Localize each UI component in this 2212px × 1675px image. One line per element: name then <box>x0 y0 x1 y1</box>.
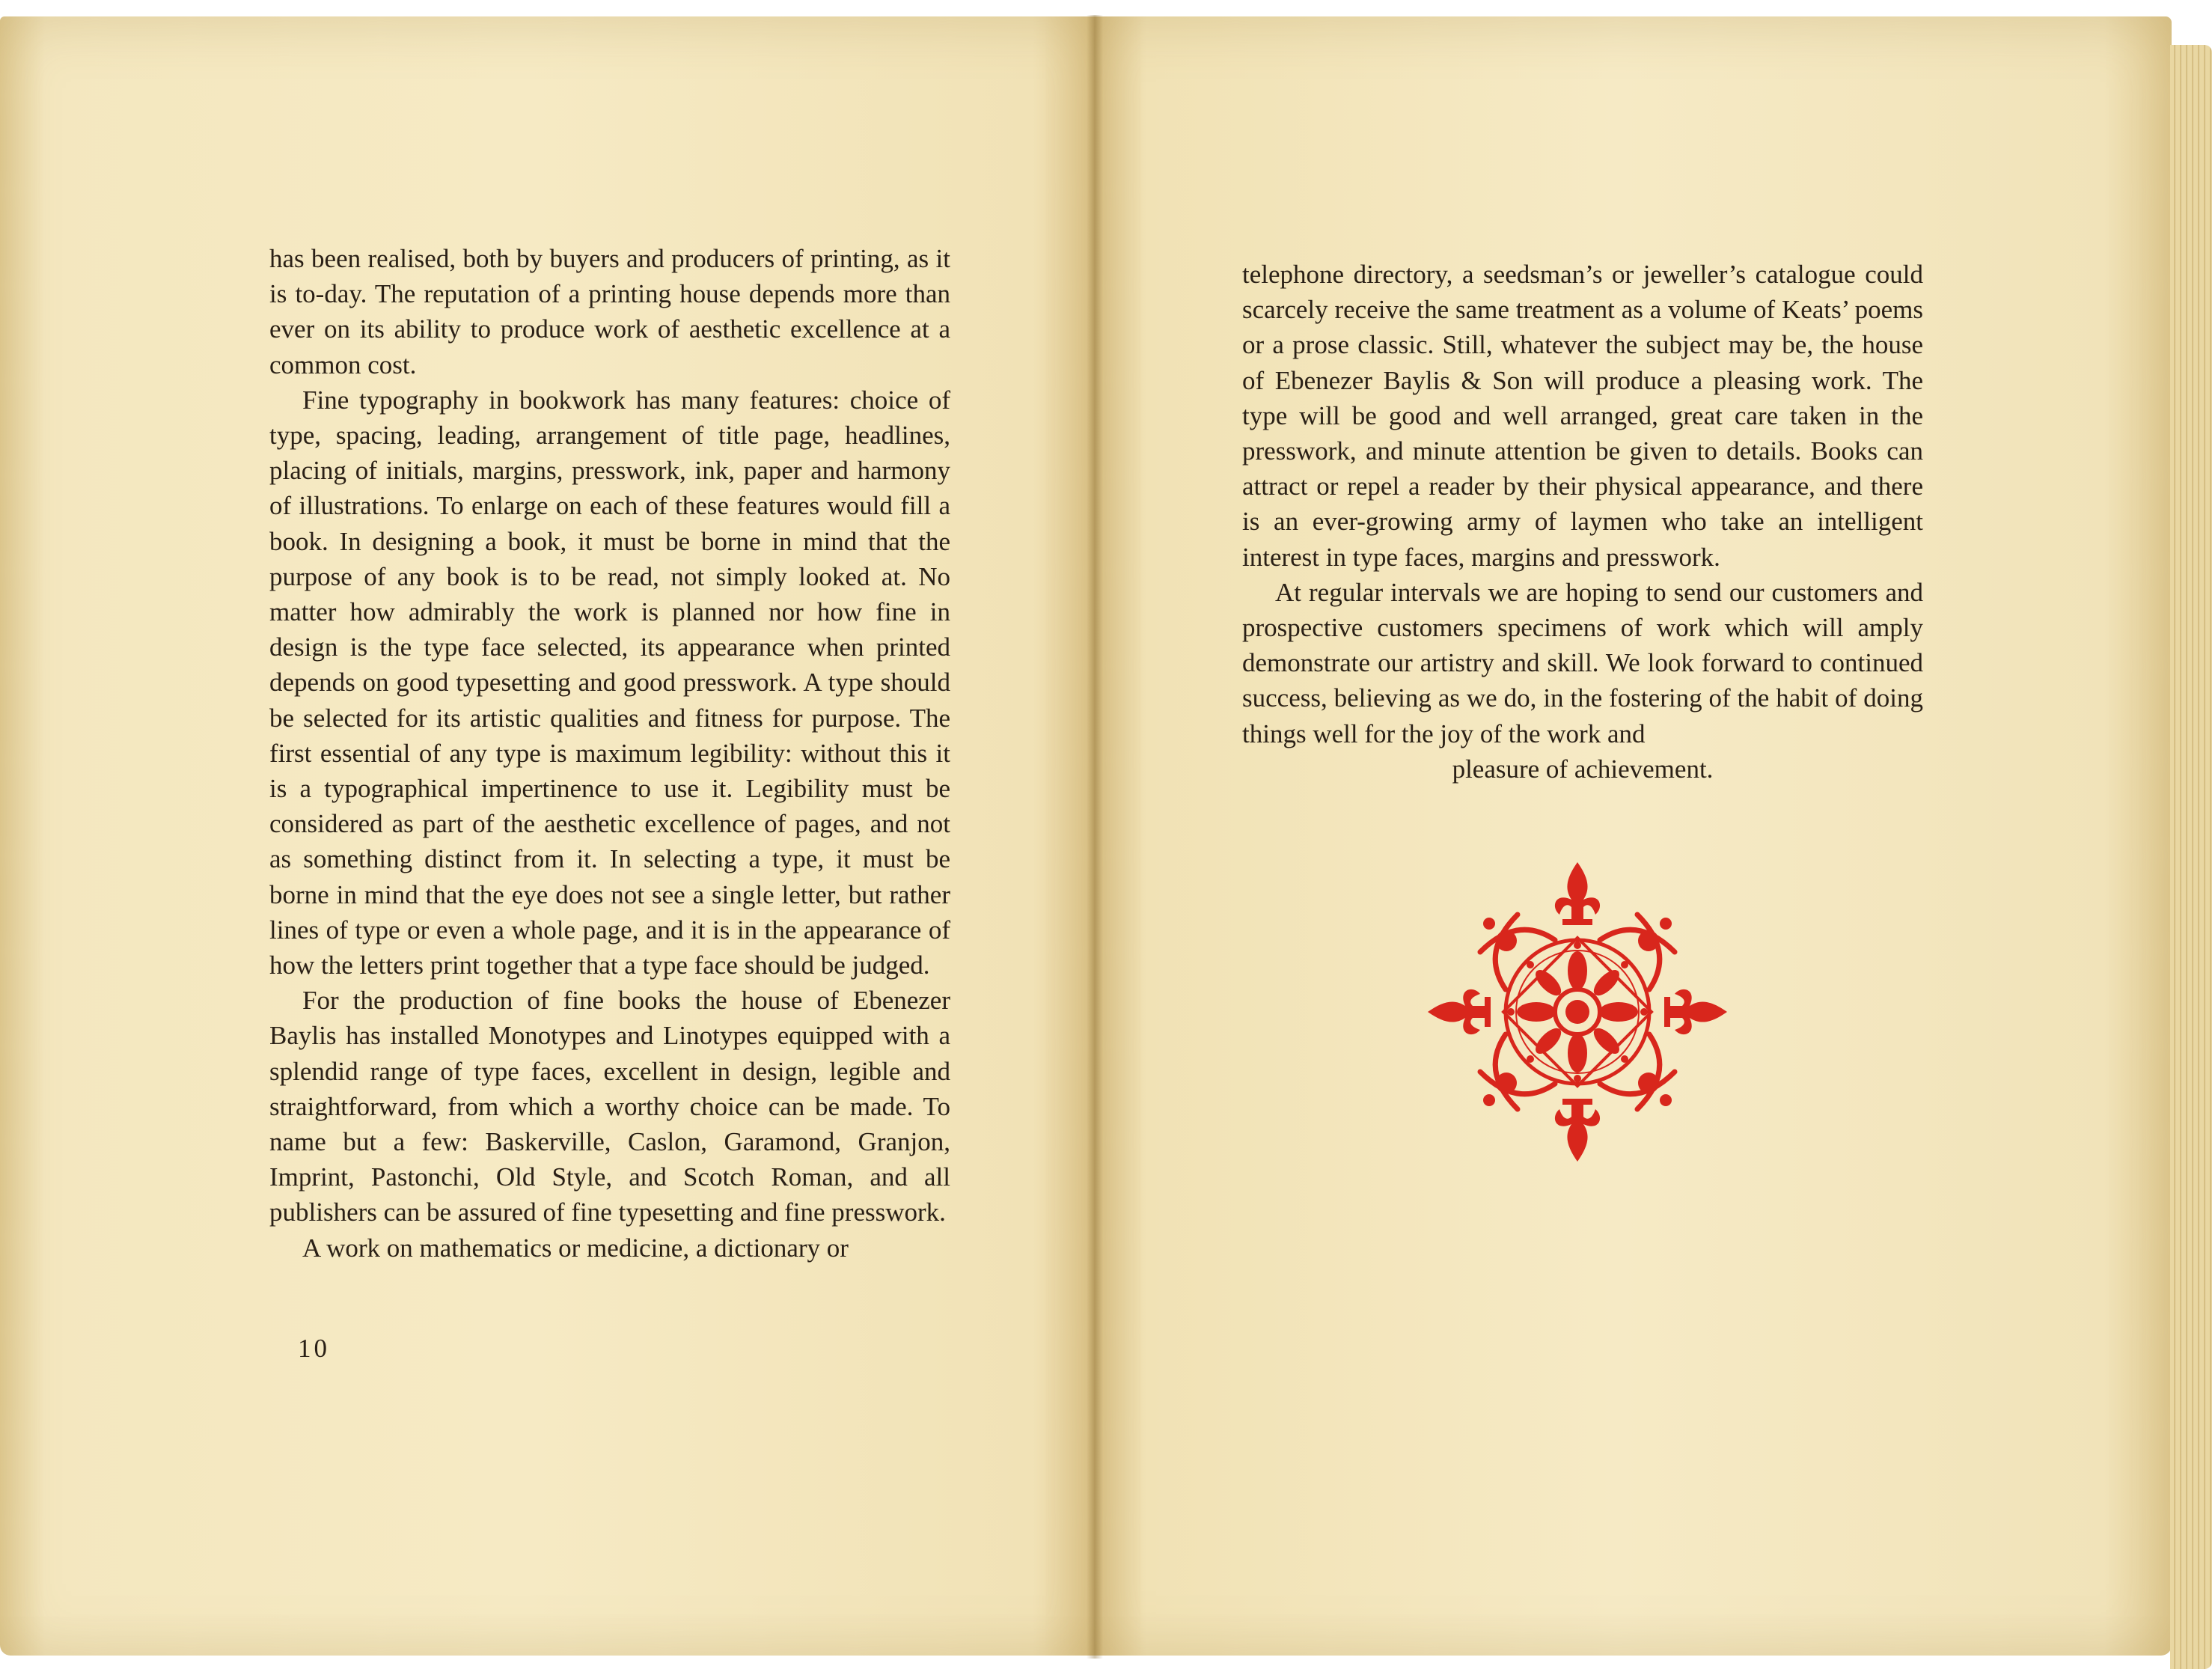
right-page-text <box>1242 257 1923 787</box>
left-paragraph-3: For the production of fine books the house of Ebenezer Baylis has installed Monotypes and Linotypes equipped with a splendid range of type faces, excellent in design, legible and straightforward, from which a worthy choice can be made. To name but a few: Baskerville, Caslon, Garamond, Granjon, Imprint, Pastonchi, Old Style, and Scotch Roman, and all publishers can be assured of fine typesetting and fine presswork. <box>269 986 950 1227</box>
left-page-text <box>269 241 950 1266</box>
left-paragraph-4: A work on mathematics or medicine, a dictionary or <box>302 1233 849 1263</box>
red-floral-ornament-icon <box>1420 855 1735 1169</box>
left-paragraph-1: has been realised, both by buyers and producers of printing, as it is to-day. The reputation of a printing house depends more than ever on its ability to produce work of aesthetic excellence at a common cost. <box>269 244 950 379</box>
right-paragraph-1: telephone directory, a seedsman’s or jeweller’s catalogue could scarcely receive the same treatment as a volume of Keats’ poems or a prose classic. Still, whatever the subject may be, the house of Ebenezer Baylis & Son will produce a pleasing work. The type will be good and well arranged, great care taken in the presswork, and minute attention be given to details. Books can attract or repel a reader by their physical appearance, and there is an ever-growing army of laymen who take an intelligent interest in type faces, margins and presswork. <box>1242 260 1923 572</box>
right-paragraph-2: At regular intervals we are hoping to send our customers and prospective customers specimens of work which will amply demonstrate our artistry and skill. We look forward to continued success, believing as we do, in the fostering of the habit of doing things well for the joy of the work and <box>1242 577 1923 748</box>
page-number: 10 <box>298 1334 330 1363</box>
left-paragraph-2: Fine typography in bookwork has many features: choice of type, spacing, leading, arrangement of title page, headlines, placing of initials, margins, presswork, ink, paper and harmony of illustrations. To enlarge on each of these features would fill a book. In designing a book, it must be borne in mind that the purpose of any book is to be read, not simply looked at. No matter how admirably the work is planned nor how fine in design is the type face selected, its appearance when printed depends on good typesetting and good presswork. A type should be selected for its artistic qualities and fitness for purpose. The first essential of any type is maximum legibility: without this it is a typographical impertinence to use it. Legibility must be considered as part of the aesthetic excellence of pages, and not as something distinct from it. In selecting a type, it must be borne in mind that the eye does not see a single letter, but rather lines of type or even a whole page, and it is in the appearance of how the letters print together that a type face should be judged. <box>269 385 950 980</box>
book-gutter <box>1087 15 1103 1659</box>
page-edge-stack <box>2170 45 2212 1669</box>
right-paragraph-closing: pleasure of achievement. <box>1452 754 1714 784</box>
